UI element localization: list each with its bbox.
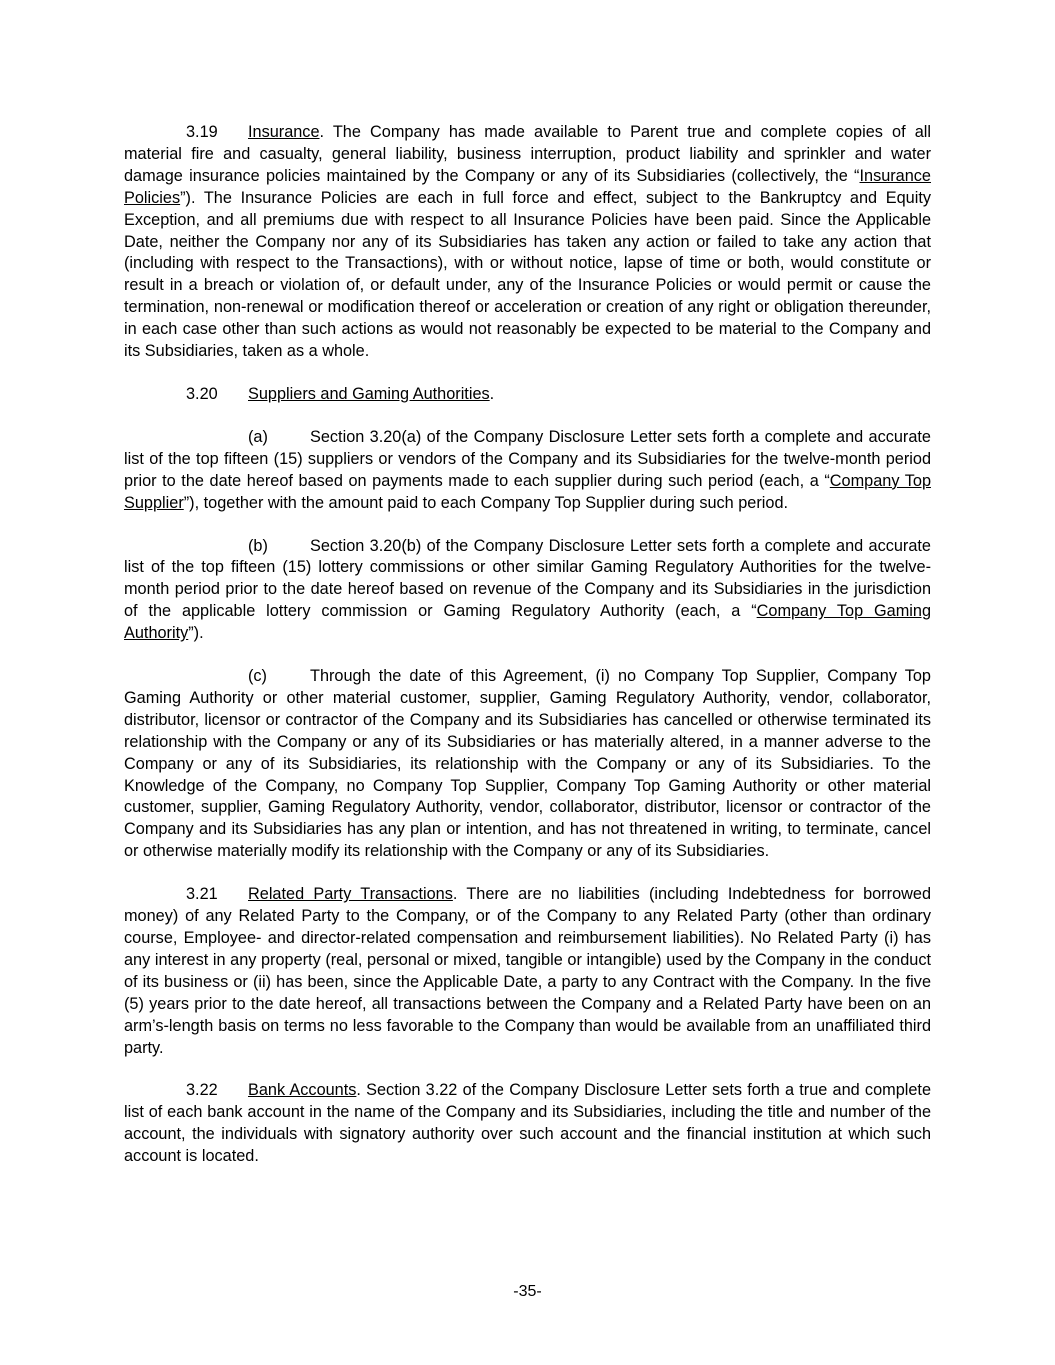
section-heading: Related Party Transactions — [248, 885, 453, 904]
clause-label: (c) — [248, 667, 267, 686]
section-heading: Suppliers and Gaming Authorities — [248, 384, 490, 403]
clause-text: Section 3.20(b) of the Company Disclosure Letter sets forth a complete and accurate list of the top fifteen (15) lottery commissions or other similar Gaming Regulatory Authorities for the twelve-month period prior to the date hereof based on revenue of the Company and its Subsidiaries in the jurisdiction of the applicable lottery commission or Gaming Regulatory Authority (each, a “ — [124, 536, 931, 621]
clause-text: ”). — [188, 624, 204, 643]
defined-term: Company Top Supplier — [124, 471, 931, 512]
section-text: . There are no liabilities (including Indebtedness for borrowed money) of any Related Party to the Company, or of the Company to any Related Party (other than ordinary course, Employee- and director-related compensation and reimbursement liabilities). No Related Party (i) has any interest in any property (real, personal or mixed, tangible or intangible) used by the Company in the conduct of its business or (ii) has been, since the Applicable Date, a party to any Contract with the Company. In the five (5) years prior to the date hereof, all transactions between the Company and a Related Party have been on an arm’s-length basis on terms no less favorable to the Company than would be available from an unaffiliated third party. — [124, 885, 931, 1057]
section-3-20 — [124, 384, 931, 406]
clause-text: Section 3.20(a) of the Company Disclosure Letter sets forth a complete and accurate list of the top fifteen (15) suppliers or vendors of the Company and its Subsidiaries for the twelve-month period prior to the date hereof based on payments made to each supplier during such period (each, a “ — [124, 427, 931, 490]
section-text: . Section 3.22 of the Company Disclosure Letter sets forth a true and complete list of each bank account in the name of the Company and its Subsidiaries, including the title and number of the account, the individuals with signatory authority over such account and the financial institution at which such account is located. — [124, 1081, 931, 1166]
section-text: ”). The Insurance Policies are each in full force and effect, subject to the Bankruptcy and Equity Exception, and all premiums due with respect to all Insurance Policies have been paid. Since the Applicable Date, neither the Company nor any of its Subsidiaries has taken any action or failed to take any action that (including with respect to the Transactions), with or without notice, lapse of time or both, would constitute or result in a breach or violation of, or default under, any of the Insurance Policies or would permit or cause the termination, non-renewal or modification thereof or acceleration or creation of any right or obligation thereunder, in each case other than such actions as would not reasonably be expected to be material to the Company and its Subsidiaries, taken as a whole. — [124, 188, 931, 361]
section-number: 3.20 — [186, 384, 218, 403]
section-text: . The Company has made available to Parent true and complete copies of all material fire and casualty, general liability, business interruption, product liability and sprinkler and water damage insurance policies maintained by the Company or any of its Subsidiaries (collectively, the “ — [124, 123, 931, 185]
defined-term: Insurance Policies — [124, 166, 931, 207]
section-number: 3.19 — [186, 123, 218, 141]
section-text: . — [489, 384, 495, 403]
clause-text: ”), together with the amount paid to each Company Top Supplier during such period. — [183, 493, 789, 512]
section-3-20-a — [124, 427, 931, 515]
section-number: 3.21 — [186, 885, 218, 904]
section-3-20-b — [124, 536, 931, 646]
section-number: 3.22 — [186, 1081, 218, 1100]
document-body — [124, 122, 931, 1189]
section-3-21 — [124, 884, 931, 1059]
section-heading: Bank Accounts — [248, 1081, 357, 1100]
clause-text: Through the date of this Agreement, (i) no Company Top Supplier, Company Top Gaming Authority or other material customer, supplier, Gaming Regulatory Authority, vendor, collaborator, distributor, licensor or contractor of the Company and its Subsidiaries has cancelled or otherwise terminated its relationship with the Company or any of its Subsidiaries or has materially altered, in a manner adverse to the Company or any of its Subsidiaries, its relationship with the Company or any of its Subsidiaries. To the Knowledge of the Company, no Company Top Supplier, Company Top Gaming Authority or other material customer, supplier, Gaming Regulatory Authority, vendor, collaborator, distributor, licensor or contractor of the Company and its Subsidiaries has any plan or intention, and has not threatened in writing, to terminate, cancel or otherwise materially modify its relationship with the Company or any of its Subsidiaries. — [124, 667, 931, 861]
section-3-22 — [124, 1080, 931, 1168]
clause-label: (b) — [248, 536, 268, 555]
page-number: -35- — [513, 1283, 542, 1300]
section-3-20-c — [124, 666, 931, 863]
section-heading: Insurance — [248, 123, 320, 141]
defined-term: Company Top Gaming Authority — [124, 602, 931, 643]
clause-label: (a) — [248, 427, 268, 446]
section-3-19 — [124, 122, 931, 363]
